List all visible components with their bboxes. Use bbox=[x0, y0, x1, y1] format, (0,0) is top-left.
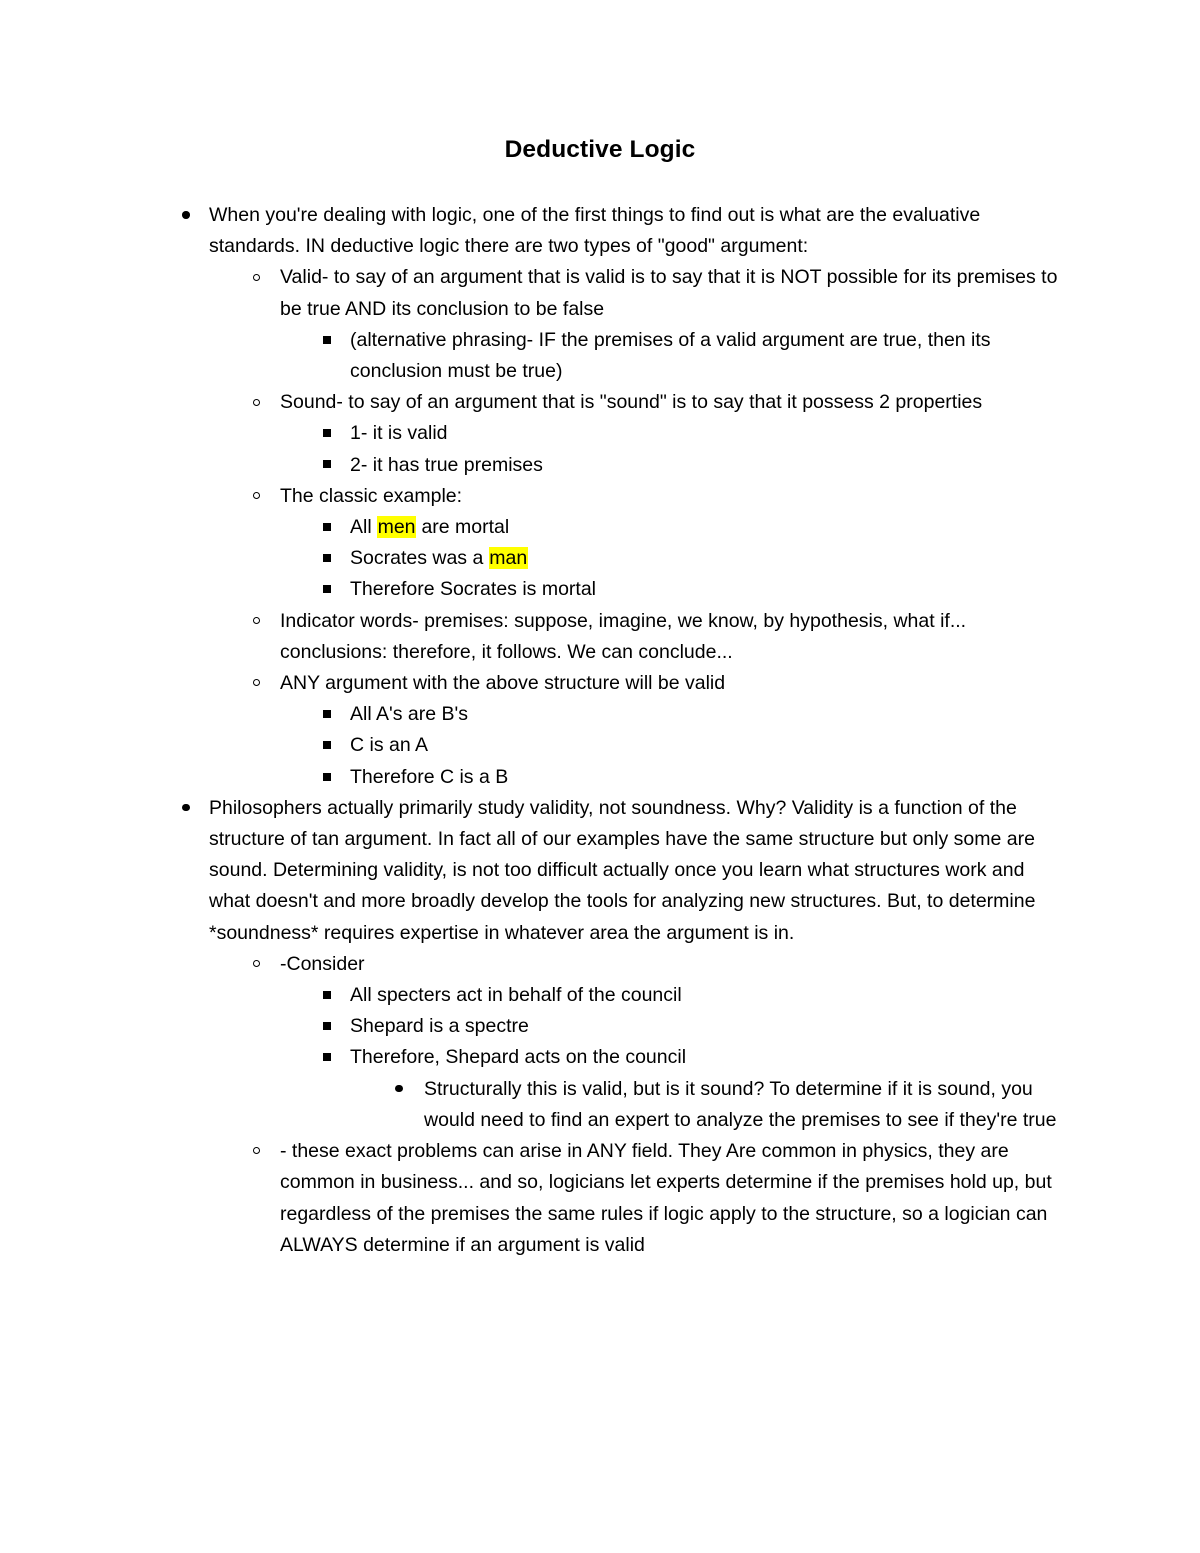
bullet-square-icon bbox=[323, 450, 350, 481]
bullet-square-icon bbox=[323, 762, 350, 793]
list-item-text: When you're dealing with logic, one of the first things to find out is what are the evaluative standards. IN deductive logic there are two types of "good" argument: bbox=[209, 204, 981, 258]
bullet-square-icon bbox=[323, 418, 350, 449]
list-item-text: Therefore Socrates is mortal bbox=[350, 578, 597, 601]
list-item-text: Structurally this is valid, but is it sound? To determine if it is sound, you would need to find an expert to analyze the premises to see if they're true bbox=[424, 1077, 1057, 1131]
bullet-square-icon bbox=[323, 699, 350, 730]
list-item bbox=[323, 980, 1060, 1011]
list-item bbox=[253, 387, 1060, 418]
list-item-text: Shepard is a spectre bbox=[350, 1015, 529, 1038]
list-item bbox=[253, 606, 1060, 668]
list-item-text: All A's are B's bbox=[350, 703, 468, 726]
bullet-circle-icon bbox=[253, 949, 280, 980]
list-item-text: C is an A bbox=[350, 734, 429, 757]
list-item-text: 2- it has true premises bbox=[350, 453, 543, 476]
bullet-disc-icon bbox=[182, 200, 209, 231]
list-item bbox=[323, 418, 1060, 449]
bullet-circle-icon bbox=[253, 606, 280, 637]
list-item-highlighted bbox=[323, 512, 1060, 543]
bullet-disc-icon bbox=[182, 793, 209, 824]
bullet-circle-icon bbox=[253, 1136, 280, 1167]
highlighted-term: man bbox=[489, 547, 528, 570]
text-segment: All bbox=[350, 516, 378, 539]
list-item-highlighted bbox=[323, 543, 1060, 574]
text-segment: are mortal bbox=[416, 516, 510, 539]
list-item bbox=[253, 668, 1060, 699]
list-item-text: Indicator words- premises: suppose, imagine, we know, by hypothesis, what if... conclusions: therefore, it follows. We can conclude... bbox=[280, 609, 967, 663]
list-item bbox=[323, 699, 1060, 730]
text-segment: Socrates was a bbox=[350, 547, 489, 570]
bullet-square-icon bbox=[323, 512, 350, 543]
page-title: Deductive Logic bbox=[504, 136, 696, 163]
notes-outline bbox=[0, 200, 1200, 1261]
list-item-text: ANY argument with the above structure will be valid bbox=[280, 672, 726, 695]
list-item bbox=[323, 730, 1060, 761]
list-item bbox=[323, 1042, 1060, 1073]
list-item bbox=[323, 1011, 1060, 1042]
list-item-text: (alternative phrasing- IF the premises of a valid argument are true, then its conclusion must be true) bbox=[350, 328, 991, 383]
list-item-text bbox=[350, 543, 1060, 574]
bullet-circle-icon bbox=[253, 262, 280, 293]
list-item bbox=[253, 481, 1060, 512]
list-item-text: Sound- to say of an argument that is "sound" is to say that it possess 2 properties bbox=[280, 391, 983, 414]
bullet-square-icon bbox=[323, 543, 350, 574]
list-item bbox=[253, 949, 1060, 980]
list-item bbox=[323, 574, 1060, 605]
list-item-text: Therefore, Shepard acts on the council bbox=[350, 1046, 687, 1069]
bullet-circle-icon bbox=[253, 387, 280, 418]
list-item-text: - these exact problems can arise in ANY field. They Are common in physics, they are common in business... and so, logicians let experts determine if the premises hold up, but regardless of the premises the same rules if logic apply to the structure, so a logician can ALWAYS determine if an argument is valid bbox=[280, 1140, 1052, 1256]
list-item-text: 1- it is valid bbox=[350, 422, 448, 445]
bullet-square-icon bbox=[323, 980, 350, 1011]
list-item bbox=[253, 1136, 1060, 1261]
list-item-text: Therefore C is a B bbox=[350, 765, 509, 788]
list-item-text: -Consider bbox=[280, 952, 365, 975]
bullet-square-icon bbox=[323, 325, 350, 356]
highlighted-term: men bbox=[377, 516, 416, 539]
bullet-circle-icon bbox=[253, 481, 280, 512]
list-item-text: Philosophers actually primarily study validity, not soundness. Why? Validity is a function of the structure of tan argument. In fact all of our examples have the same structure but only some are sound. Determining validity, is not too difficult actually once you learn what structures work and what doesn't and more broadly develop the tools for analyzing new structures. But, to determine *soundness* requires expertise in whatever area the argument is in. bbox=[209, 796, 1036, 944]
bullet-square-icon bbox=[323, 574, 350, 605]
list-item-text bbox=[350, 512, 1060, 543]
bullet-circle-icon bbox=[253, 668, 280, 699]
bullet-square-icon bbox=[323, 1042, 350, 1073]
list-item bbox=[253, 262, 1060, 324]
list-item bbox=[323, 762, 1060, 793]
list-item bbox=[395, 1074, 1060, 1136]
list-item bbox=[323, 450, 1060, 481]
bullet-disc-icon bbox=[395, 1074, 422, 1105]
list-item bbox=[323, 325, 1060, 387]
bullet-square-icon bbox=[323, 1011, 350, 1042]
list-item bbox=[182, 200, 1060, 262]
list-item-text: Valid- to say of an argument that is valid is to say that it is NOT possible for its premises to be true AND its conclusion to be false bbox=[280, 266, 1058, 320]
bullet-square-icon bbox=[323, 730, 350, 761]
list-item-text: All specters act in behalf of the council bbox=[350, 984, 682, 1007]
list-item-text: The classic example: bbox=[280, 484, 463, 507]
list-item bbox=[182, 793, 1060, 949]
